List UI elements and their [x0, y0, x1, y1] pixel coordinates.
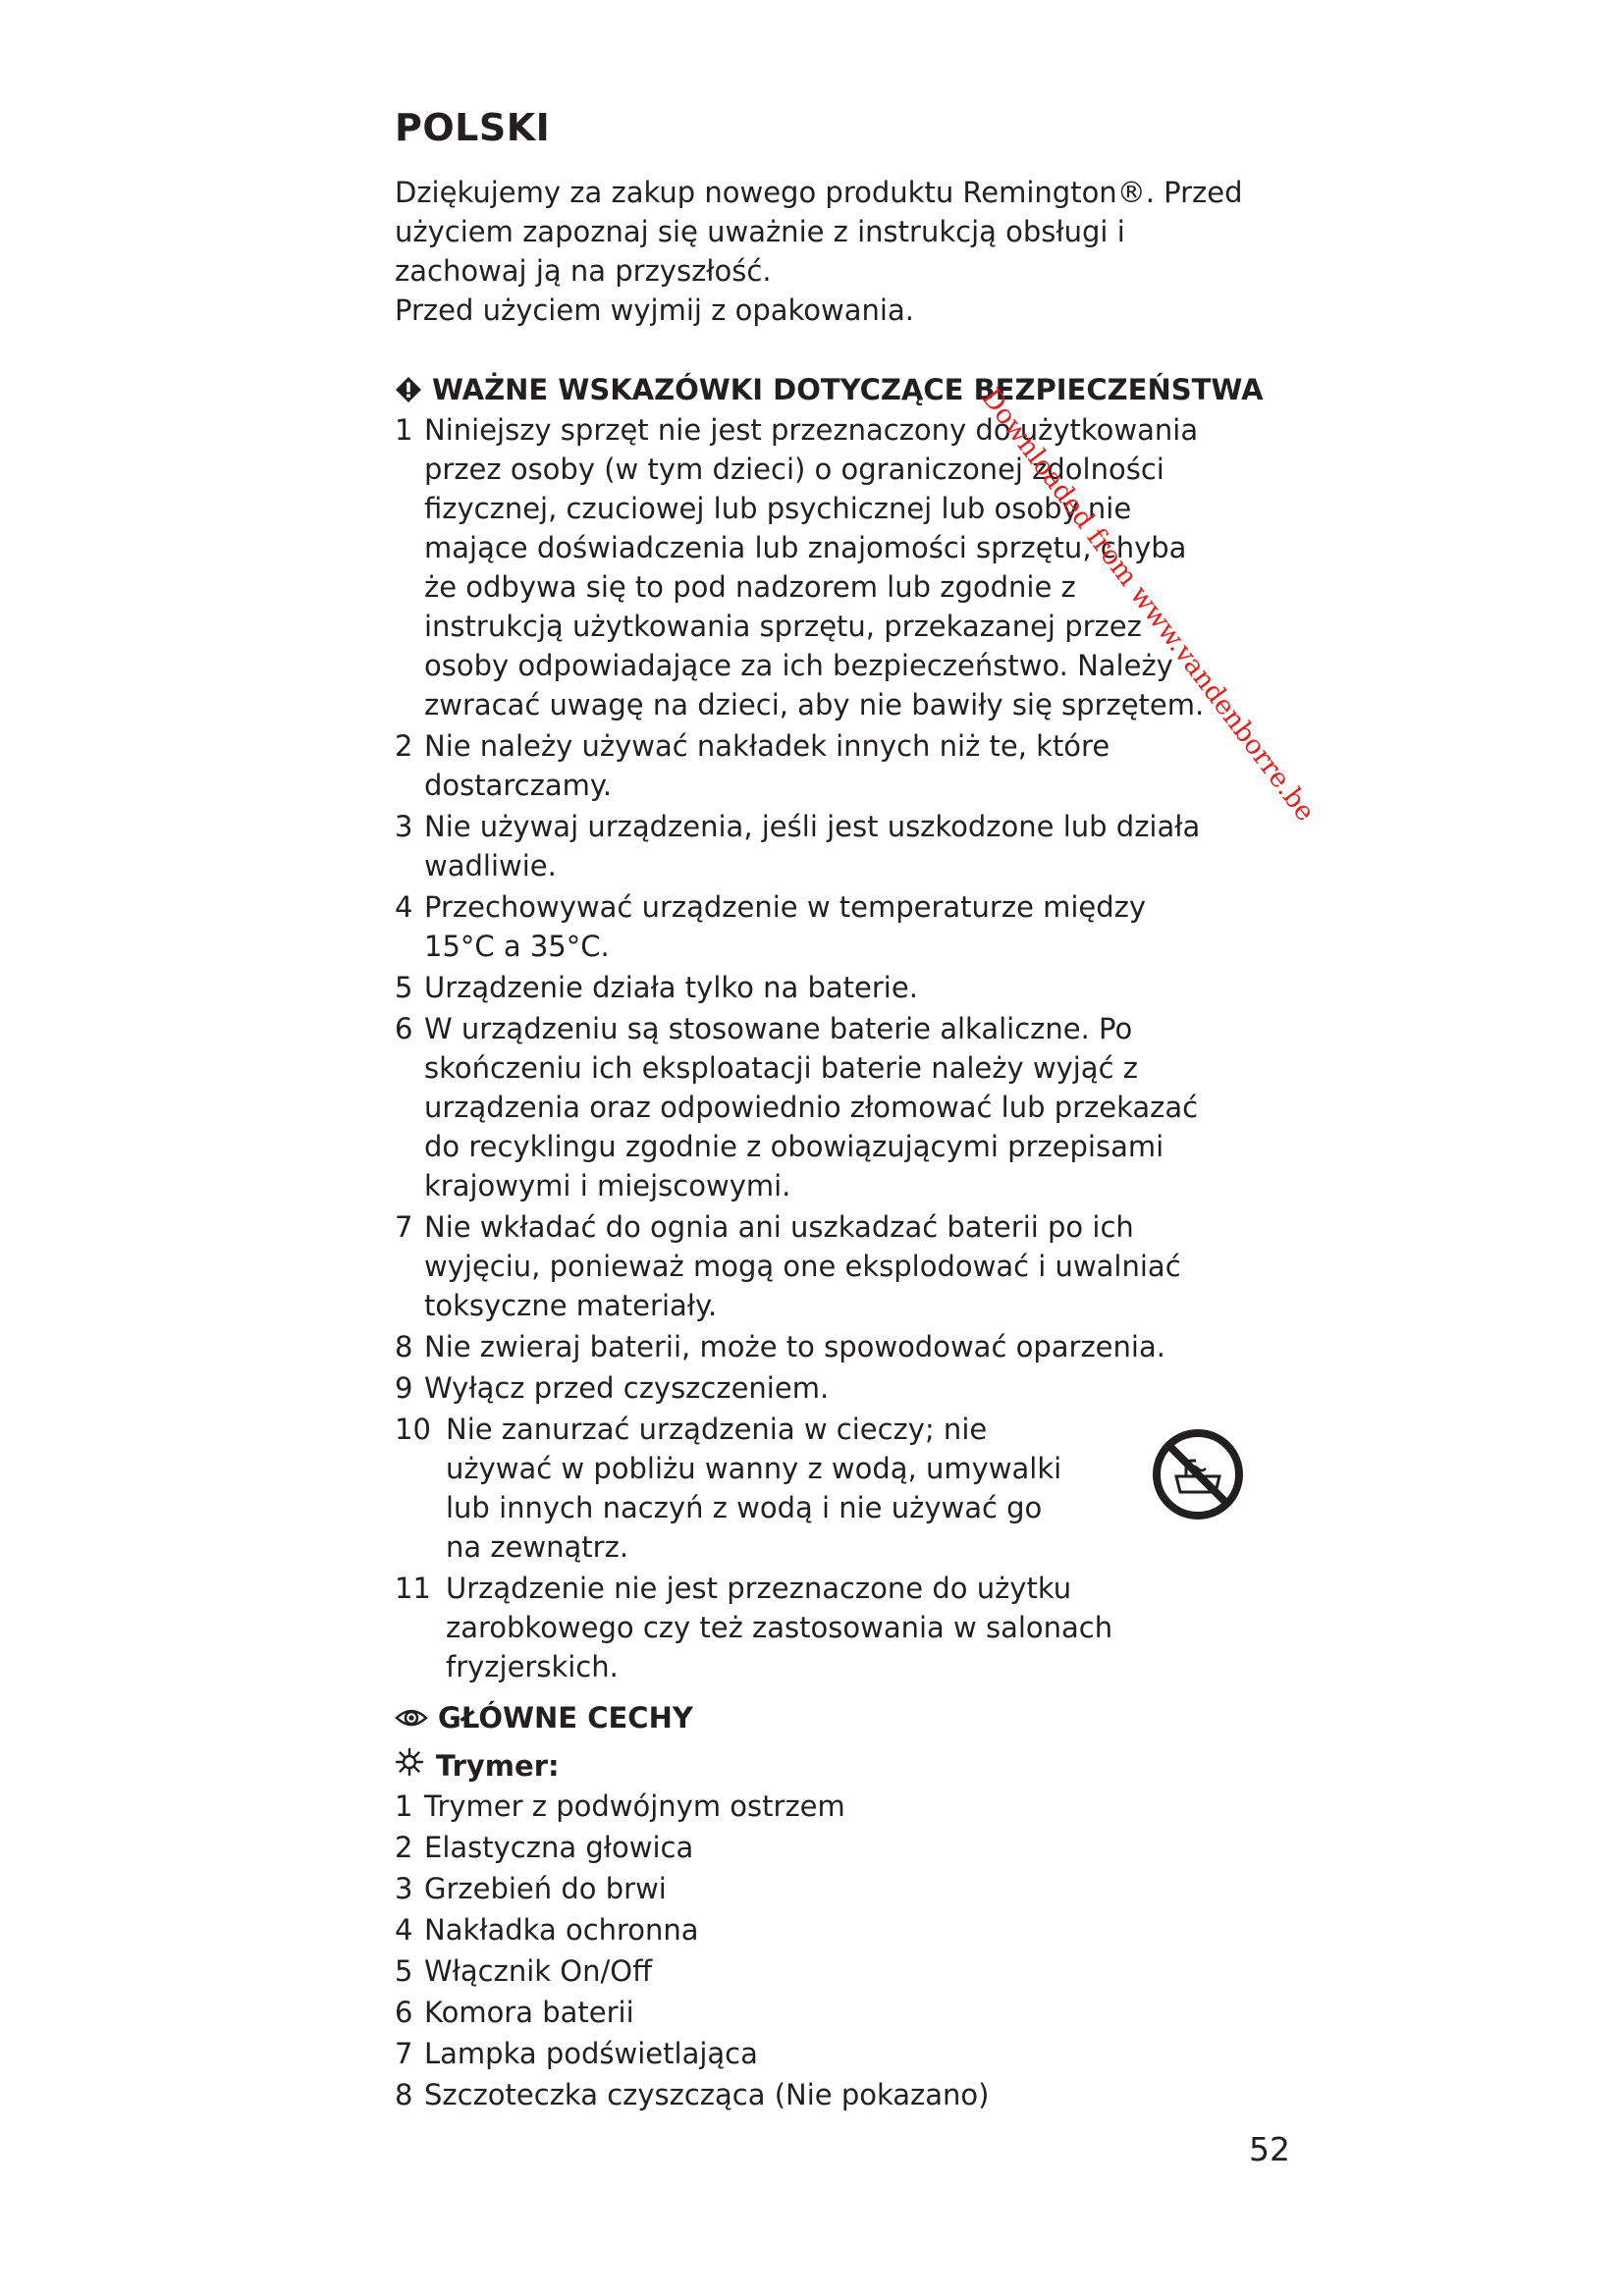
item-number: 4: [395, 890, 413, 924]
list-item: [395, 968, 1210, 1007]
list-item: [395, 1009, 1210, 1205]
item-text: Elastyczna głowica: [424, 1831, 694, 1864]
list-item: [395, 1910, 1259, 1949]
item-number: 7: [395, 2037, 413, 2070]
intro-text: [395, 173, 1259, 330]
page-number: 52: [1249, 2130, 1290, 2168]
list-item: [395, 726, 1210, 805]
safety-heading: [395, 373, 1264, 406]
item-number: 5: [395, 971, 413, 1004]
safety-list: [395, 410, 1210, 1688]
item-number: 11: [395, 1572, 431, 1605]
warning-diamond-icon: [395, 376, 422, 403]
list-item: [395, 1993, 1259, 2032]
list-item: [395, 1787, 1259, 1826]
eye-icon: [395, 1707, 428, 1729]
item-number: 1: [395, 1789, 413, 1823]
list-item: [395, 1327, 1210, 1366]
safety-heading-text: WAŻNE WSKAZÓWKI DOTYCZĄCE BEZPIECZEŃSTWA: [432, 373, 1264, 406]
list-item: [395, 2075, 1259, 2114]
list-item: [395, 1951, 1259, 1991]
item-number: 3: [395, 810, 413, 843]
item-text: Nie zanurzać urządzenia w cieczy; nie używać w pobliżu wanny z wodą, umywalki lub innych naczyń z wodą i nie używać go na zewnątrz.: [446, 1413, 1062, 1564]
item-text: Wyłącz przed czyszczeniem.: [424, 1371, 830, 1405]
list-item: [395, 410, 1210, 724]
list-item: [395, 1207, 1210, 1325]
features-heading: [395, 1701, 693, 1735]
item-text: Przechowywać urządzenie w temperaturze między 15°C a 35°C.: [424, 890, 1147, 963]
no-bath-water-icon: [1151, 1427, 1245, 1522]
item-text: Lampka podświetlająca: [424, 2037, 758, 2070]
item-text: Nie zwieraj baterii, może to spowodować oparzenia.: [424, 1330, 1165, 1363]
features-heading-text: GŁÓWNE CECHY: [438, 1701, 693, 1735]
item-text: Urządzenie nie jest przeznaczone do użytku zarobkowego czy też zastosowania w salonach fryzjerskich.: [446, 1572, 1113, 1683]
item-text: Nie należy używać nakładek innych niż te, które dostarczamy.: [424, 729, 1110, 802]
watermark: Downloaded from www.vandenborre.be: [975, 383, 1321, 828]
page-title: POLSKI: [395, 106, 551, 149]
trimmer-subheading: [395, 1747, 560, 1784]
item-text: Nie wkładać do ognia ani uszkadzać baterii po ich wyjęciu, ponieważ mogą one eksplodować i uwalniać toksyczne materiały.: [424, 1210, 1181, 1322]
list-item: [395, 2034, 1259, 2073]
sparkle-icon: [395, 1747, 424, 1784]
item-text: Komora baterii: [424, 1996, 634, 2029]
item-text: Nakładka ochronna: [424, 1913, 699, 1947]
list-item: [395, 807, 1210, 885]
list-item: [395, 1410, 1210, 1567]
item-number: 2: [395, 1831, 413, 1864]
item-text: Nie używaj urządzenia, jeśli jest uszkodzone lub działa wadliwie.: [424, 810, 1201, 882]
trimmer-subheading-text: Trymer:: [436, 1748, 560, 1783]
list-item: [395, 1368, 1210, 1408]
item-number: 3: [395, 1872, 413, 1905]
item-text: Szczoteczka czyszcząca (Nie pokazano): [424, 2078, 990, 2111]
item-number: 4: [395, 1913, 413, 1947]
item-number: 5: [395, 1954, 413, 1988]
item-number: 1: [395, 413, 413, 447]
item-number: 6: [395, 1012, 413, 1045]
item-number: 2: [395, 729, 413, 763]
list-item: [395, 1869, 1259, 1908]
item-text: Niniejszy sprzęt nie jest przeznaczony do użytkowania przez osoby (w tym dzieci) o ograniczonej zdolności fizycznej, czuciowej lub psychicznej lub osoby nie mające doświadczenia lub znajomości sprzętu, chyba że odbywa się to pod nadzorem lub zgodnie z instrukcją użytkowania sprzętu, przekazanej przez osoby odpowiadające za ich bezpieczeństwo. Należy zwracać uwagę na dzieci, aby nie bawiły się sprzętem.: [424, 413, 1205, 721]
item-text: W urządzeniu są stosowane baterie alkaliczne. Po skończeniu ich eksploatacji baterie należy wyjąć z urządzenia oraz odpowiednio złomować lub przekazać do recyklingu zgodnie z obowiązującymi przepisami krajowymi i miejscowymi.: [424, 1012, 1199, 1202]
item-number: 8: [395, 2078, 413, 2111]
item-text: Urządzenie działa tylko na baterie.: [424, 971, 918, 1004]
features-list: [395, 1787, 1259, 2116]
intro-paragraph: Dziękujemy za zakup nowego produktu Remington®. Przed użyciem zapoznaj się uważnie z instrukcją obsługi i zachowaj ją na przyszłość.: [395, 176, 1243, 288]
item-number: 10: [395, 1413, 431, 1446]
item-number: 8: [395, 1330, 413, 1363]
list-item: [395, 887, 1210, 966]
item-number: 9: [395, 1371, 413, 1405]
intro-paragraph: Przed użyciem wyjmij z opakowania.: [395, 294, 914, 327]
list-item: [395, 1569, 1210, 1686]
item-number: 6: [395, 1996, 413, 2029]
list-item: [395, 1828, 1259, 1867]
item-text: Trymer z podwójnym ostrzem: [424, 1789, 845, 1823]
item-number: 7: [395, 1210, 413, 1244]
item-text: Grzebień do brwi: [424, 1872, 667, 1905]
item-text: Włącznik On/Off: [424, 1954, 653, 1988]
